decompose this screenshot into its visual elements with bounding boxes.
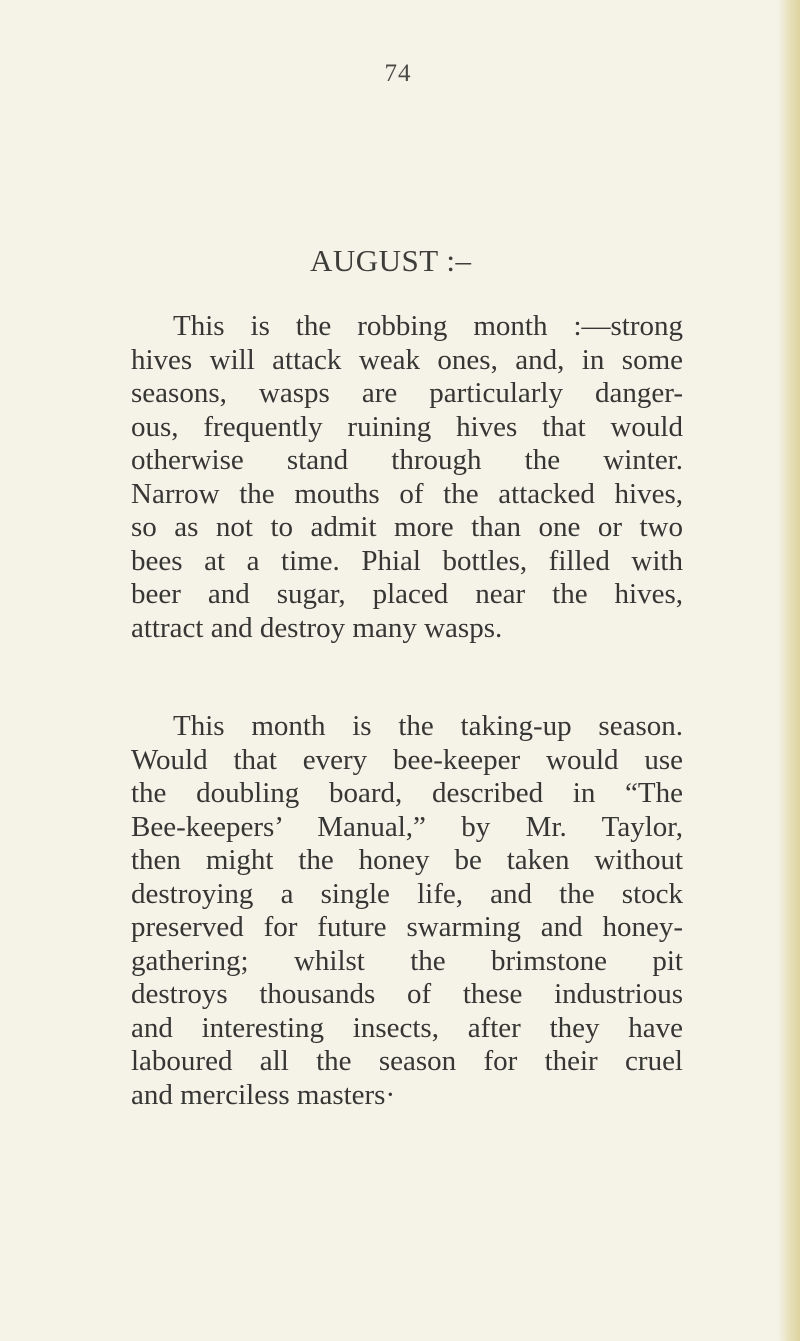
- month-heading: AUGUST :–: [310, 243, 472, 278]
- text-line: Bee-keepers’ Manual,” by Mr. Taylor,: [131, 810, 683, 843]
- text-line: hives will attack weak ones, and, in some: [131, 343, 683, 376]
- text-line: ous, frequently ruining hives that would: [131, 410, 683, 443]
- text-line: then might the honey be taken without: [131, 844, 683, 876]
- text-line: so as not to admit more than one or two: [131, 511, 683, 543]
- text-line: This month is the taking-up season.: [173, 710, 683, 742]
- text-line: This is the robbing month :—strong: [173, 310, 683, 342]
- text-line: the doubling board, described in “The: [131, 777, 683, 809]
- text-line: bees at a time. Phial bottles, filled with: [131, 544, 683, 577]
- paragraph-robbing: [131, 310, 683, 645]
- paragraph-taking-up: [131, 710, 683, 1112]
- text-line: destroys thousands of these industrious: [131, 978, 683, 1010]
- text-line: and interesting insects, after they have: [131, 1011, 683, 1044]
- text-line: otherwise stand through the winter.: [131, 444, 683, 476]
- text-line: Would that every bee-keeper would use: [131, 743, 683, 776]
- text-line: seasons, wasps are particularly danger-: [131, 377, 683, 409]
- page-edge-shadow: [778, 0, 800, 1341]
- text-line: preserved for future swarming and honey-: [131, 911, 683, 943]
- page-number: 74: [384, 60, 412, 87]
- text-line: attract and destroy many wasps.: [131, 611, 503, 644]
- text-line: destroying a single life, and the stock: [131, 877, 683, 910]
- text-line: Narrow the mouths of the attacked hives,: [131, 477, 683, 510]
- text-line: beer and sugar, placed near the hives,: [131, 578, 683, 610]
- text-line: laboured all the season for their cruel: [131, 1045, 683, 1077]
- text-line: and merciless masters·: [131, 1078, 396, 1111]
- text-line: gathering; whilst the brimstone pit: [131, 944, 683, 977]
